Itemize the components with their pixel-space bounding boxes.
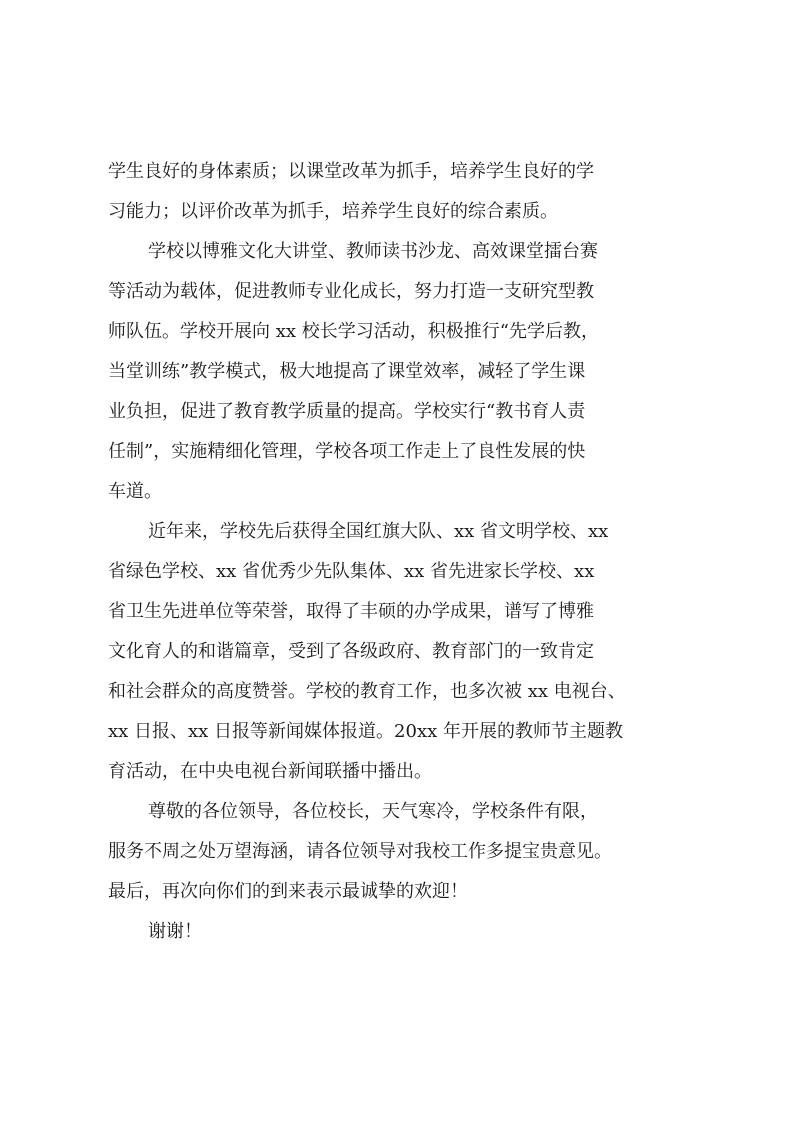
paragraph-line: 文化育人的和谐篇章，受到了各级政府、教育部门的一致肯定 [108,641,594,662]
paragraph-line: 学校以博雅文化大讲堂、教师读书沙龙、高效课堂擂台赛 [148,241,598,262]
closing-line: 谢谢！ [148,921,202,942]
paragraph-line: 和社会群众的高度赞誉。学校的教育工作，也多次被 xx 电视台、 [108,681,626,702]
paragraph-line: 省绿色学校、xx 省优秀少先队集体、xx 省先进家长学校、xx [108,561,595,582]
paragraph-line: 业负担，促进了教育教学质量的提高。学校实行“教书育人责 [108,401,586,422]
paragraph-line: 近年来，学校先后获得全国红旗大队、xx 省文明学校、xx [148,521,609,542]
paragraph-line: 尊敬的各位领导，各位校长，天气寒冷，学校条件有限， [148,801,598,822]
paragraph-line: 习能力；以评价改革为抓手，培养学生良好的综合素质。 [108,201,558,222]
paragraph-line: 服务不周之处万望海涵，请各位领导对我校工作多提宝贵意见。 [108,841,612,862]
paragraph-line: 学生良好的身体素质；以课堂改革为抓手，培养学生良好的学 [108,161,594,182]
paragraph-line: xx 日报、xx 日报等新闻媒体报道。20xx 年开展的教师节主题教 [108,721,623,742]
paragraph-line: 等活动为载体，促进教师专业化成长，努力打造一支研究型教 [108,281,594,302]
paragraph-line: 任制”，实施精细化管理，学校各项工作走上了良性发展的快 [108,441,586,462]
paragraph-line: 最后，再次向你们的到来表示最诚挚的欢迎！ [108,881,468,902]
paragraph-line: 当堂训练”教学模式，极大地提高了课堂效率，减轻了学生课 [108,361,586,382]
paragraph-line: 车道。 [108,481,162,502]
paragraph-line: 育活动，在中央电视台新闻联播中播出。 [108,761,432,782]
paragraph-line: 师队伍。学校开展向 xx 校长学习活动，积极推行“先学后教， [108,321,599,342]
paragraph-line: 省卫生先进单位等荣誉，取得了丰硕的办学成果，谱写了博雅 [108,601,594,622]
